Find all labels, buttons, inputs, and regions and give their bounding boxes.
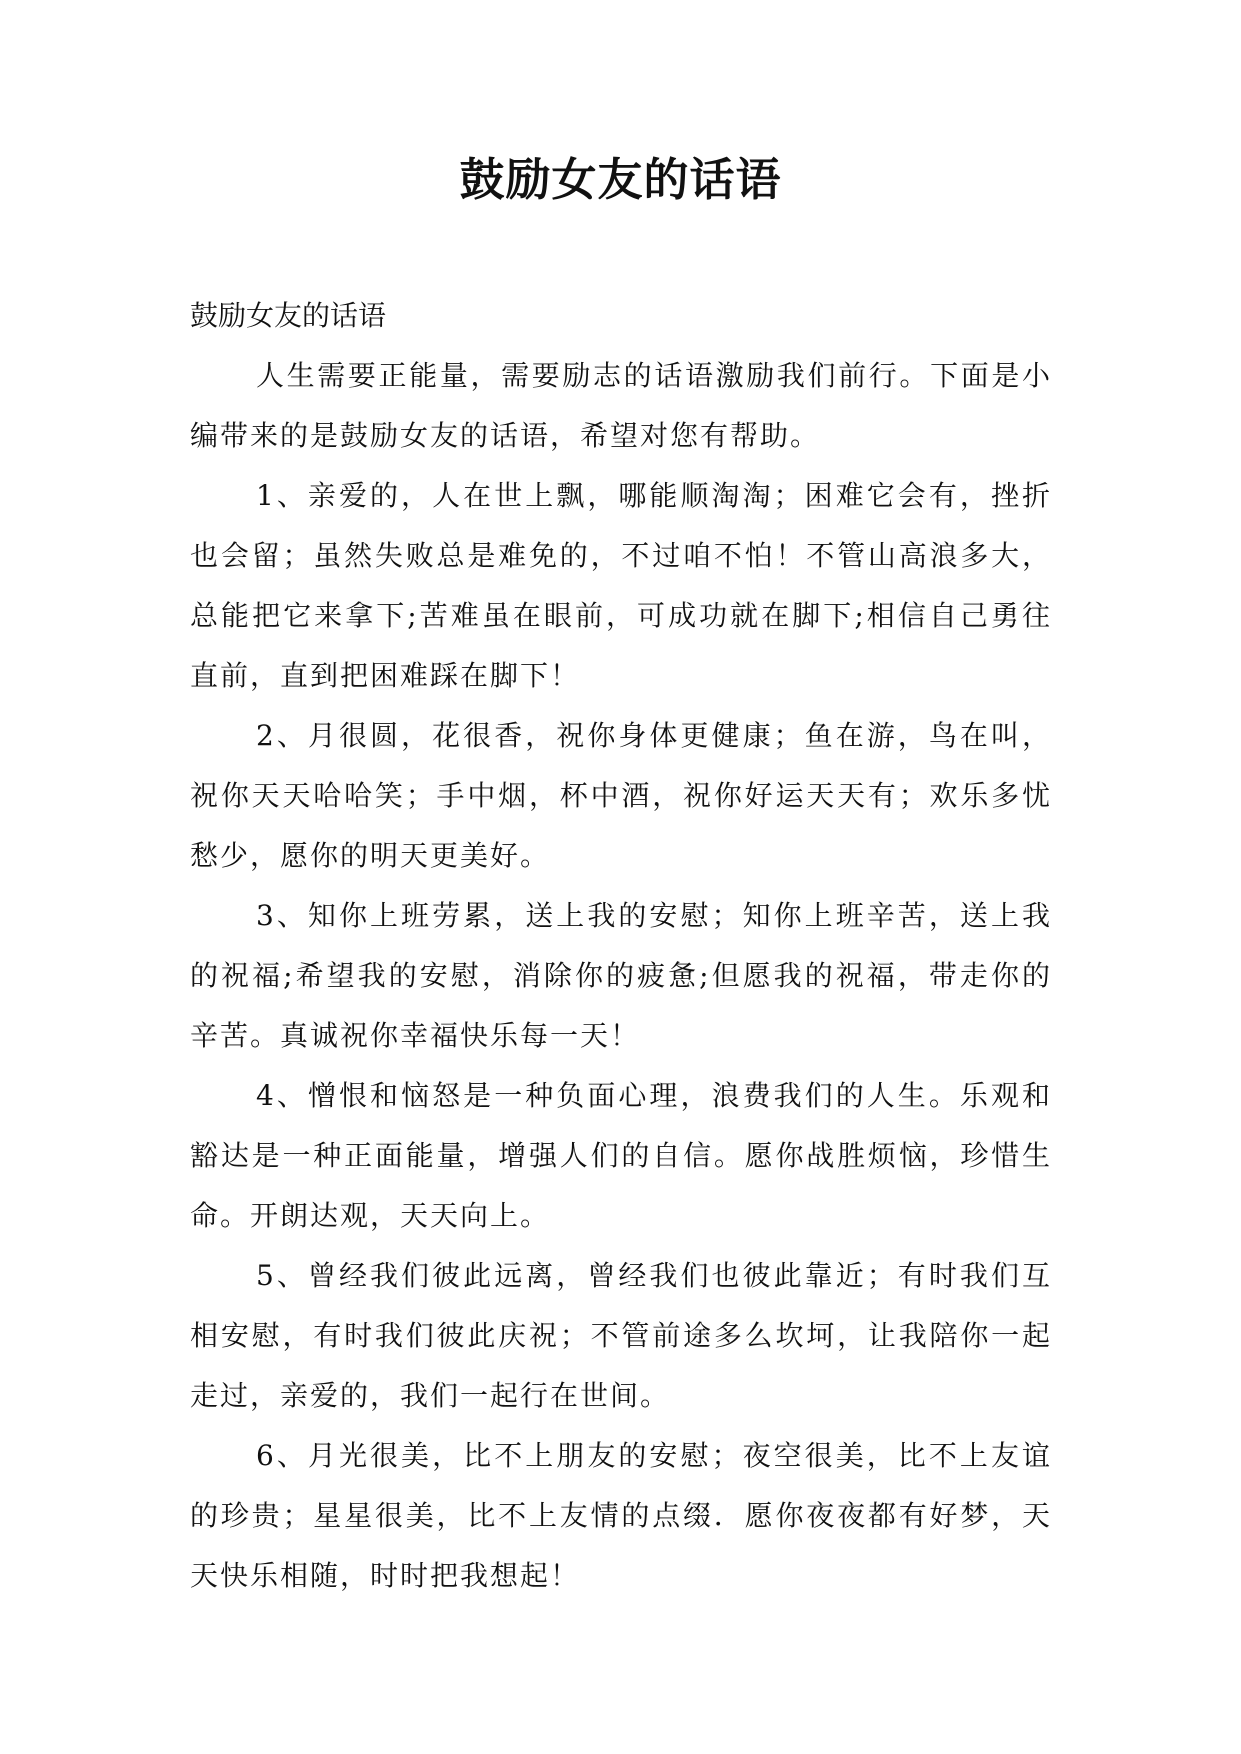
quote-paragraph-4: 4、憎恨和恼怒是一种负面心理，浪费我们的人生。乐观和豁达是一种正面能量，增强人们的自信。愿你战胜烦恼，珍惜生命。开朗达观，天天向上。	[190, 1079, 1052, 1232]
quote-paragraph-2: 2、月很圆，花很香，祝你身体更健康；鱼在游，鸟在叫，祝你天天哈哈笑；手中烟，杯中酒，祝你好运天天有；欢乐多忧愁少，愿你的明天更美好。	[190, 719, 1052, 872]
document-subtitle: 鼓励女友的话语	[190, 299, 387, 332]
quote-paragraph-5: 5、曾经我们彼此远离，曾经我们也彼此靠近；有时我们互相安慰，有时我们彼此庆祝；不管前途多么坎坷，让我陪你一起走过，亲爱的，我们一起行在世间。	[190, 1259, 1052, 1412]
quote-paragraph-1: 1、亲爱的，人在世上飘，哪能顺淘淘；困难它会有，挫折也会留；虽然失败总是难免的，不过咱不怕！不管山高浪多大，总能把它来拿下;苦难虽在眼前，可成功就在脚下;相信自己勇往直前，直到把困难踩在脚下！	[190, 479, 1052, 692]
document-title: 鼓励女友的话语	[459, 153, 782, 206]
document-body	[190, 286, 1052, 1606]
quote-paragraph-3: 3、知你上班劳累，送上我的安慰；知你上班辛苦，送上我的祝福;希望我的安慰，消除你的疲惫;但愿我的祝福，带走你的辛苦。真诚祝你幸福快乐每一天！	[190, 899, 1052, 1052]
quote-paragraph-6: 6、月光很美，比不上朋友的安慰；夜空很美，比不上友谊的珍贵；星星很美，比不上友情的点缀．愿你夜夜都有好梦，天天快乐相随，时时把我想起！	[190, 1439, 1052, 1592]
intro-paragraph: 人生需要正能量，需要励志的话语激励我们前行。下面是小编带来的是鼓励女友的话语，希望对您有帮助。	[190, 359, 1052, 452]
